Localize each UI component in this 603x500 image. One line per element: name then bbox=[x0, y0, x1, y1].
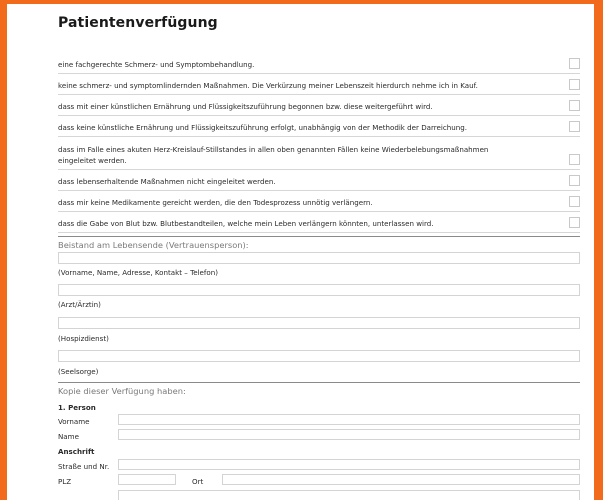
city-label: Ort bbox=[192, 477, 204, 486]
copies-heading: Kopie dieser Verfügung haben: bbox=[58, 386, 186, 396]
hospice-input[interactable] bbox=[58, 317, 580, 329]
statement-checkbox[interactable] bbox=[569, 58, 580, 69]
statement-checkbox[interactable] bbox=[569, 100, 580, 111]
statement-text: dass lebenserhaltende Maßnahmen nicht eingeleitet werden. bbox=[58, 177, 276, 186]
statement-row-8 bbox=[58, 211, 580, 233]
statement-checkbox[interactable] bbox=[569, 121, 580, 132]
doctor-input[interactable] bbox=[58, 284, 580, 296]
statement-row-4 bbox=[58, 115, 580, 137]
hospice-label: (Hospizdienst) bbox=[58, 334, 109, 343]
extra-input[interactable] bbox=[118, 490, 580, 500]
first-name-input[interactable] bbox=[118, 414, 580, 425]
street-label: Straße und Nr. bbox=[58, 462, 110, 471]
statement-checkbox[interactable] bbox=[569, 196, 580, 207]
document-page bbox=[7, 4, 594, 500]
first-name-label: Vorname bbox=[58, 417, 90, 426]
statement-row-1 bbox=[58, 52, 580, 74]
contact-person-input[interactable] bbox=[58, 252, 580, 264]
contact-person-label: (Vorname, Name, Adresse, Kontakt – Telefon) bbox=[58, 268, 219, 277]
statement-row-5 bbox=[58, 136, 580, 170]
statement-checkbox[interactable] bbox=[569, 175, 580, 186]
statement-row-6 bbox=[58, 169, 580, 191]
address-heading: Anschrift bbox=[58, 447, 95, 456]
last-name-label: Name bbox=[58, 432, 79, 441]
statement-checkbox[interactable] bbox=[569, 217, 580, 228]
page-title: Patientenverfügung bbox=[58, 15, 218, 31]
statement-row-3 bbox=[58, 94, 580, 116]
statement-checkbox[interactable] bbox=[569, 79, 580, 90]
section-divider bbox=[58, 236, 580, 237]
section-divider bbox=[58, 382, 580, 383]
statement-text: keine schmerz- und symptomlindernden Maßnahmen. Die Verkürzung meiner Lebenszeit hierdurch nehme ich in Kauf. bbox=[58, 81, 478, 90]
city-input[interactable] bbox=[222, 474, 580, 485]
pastoral-care-label: (Seelsorge) bbox=[58, 367, 99, 376]
statement-text: dass im Falle eines akuten Herz-Kreislauf-Stillstandes in allen oben genannten Fällen keine Wiederbelebungsmaßnahmen eingeleitet werden. bbox=[58, 145, 489, 165]
statement-row-7 bbox=[58, 190, 580, 212]
person-heading: 1. Person bbox=[58, 403, 96, 412]
statement-row-2 bbox=[58, 73, 580, 95]
statement-text: dass die Gabe von Blut bzw. Blutbestandteilen, welche mein Leben verlängern könnten, unterlassen wird. bbox=[58, 219, 434, 228]
last-name-input[interactable] bbox=[118, 429, 580, 440]
pastoral-care-input[interactable] bbox=[58, 350, 580, 362]
zip-label: PLZ bbox=[58, 477, 72, 486]
statement-text: dass mir keine Medikamente gereicht werden, die den Todesprozess unnötig verlängern. bbox=[58, 198, 373, 207]
statement-checkbox[interactable] bbox=[569, 154, 580, 165]
doctor-label: (Arzt/Ärztin) bbox=[58, 300, 101, 309]
statement-text: eine fachgerechte Schmerz- und Symptombehandlung. bbox=[58, 60, 255, 69]
support-heading: Beistand am Lebensende (Vertrauensperson): bbox=[58, 240, 249, 250]
street-input[interactable] bbox=[118, 459, 580, 470]
statement-text: dass mit einer künstlichen Ernährung und Flüssigkeitszuführung begonnen bzw. diese weitergeführt wird. bbox=[58, 102, 433, 111]
statement-text: dass keine künstliche Ernährung und Flüssigkeitszuführung erfolgt, unabhängig von der Methodik der Darreichung. bbox=[58, 123, 468, 132]
zip-input[interactable] bbox=[118, 474, 176, 485]
